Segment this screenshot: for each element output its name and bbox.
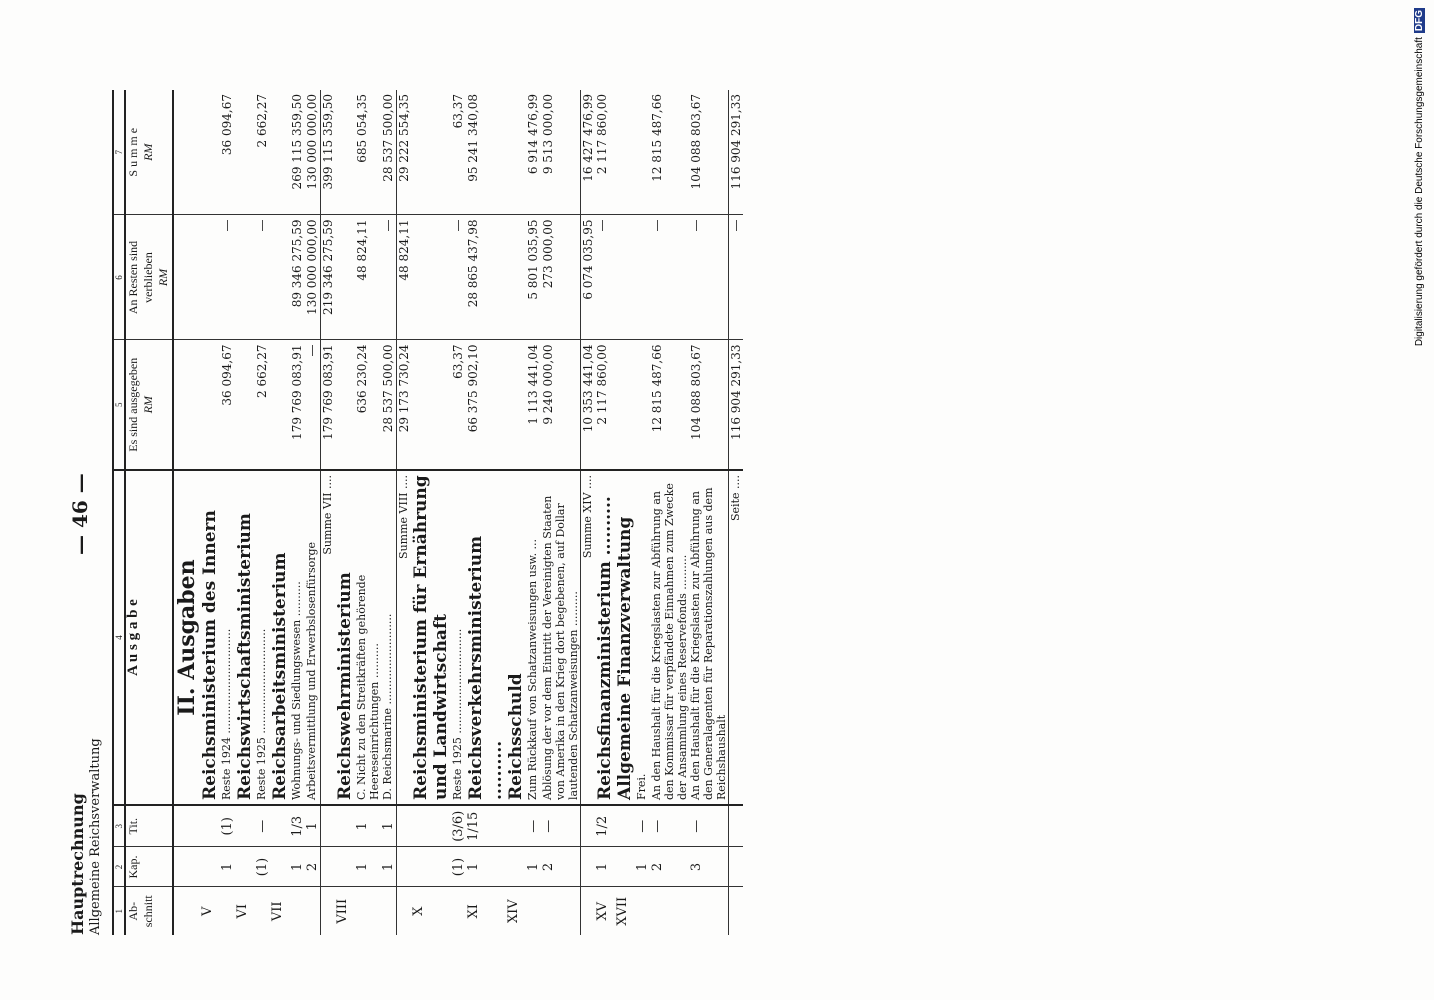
summe-cell <box>270 90 290 215</box>
ausgabe-text-cell: Reichsschuld <box>506 470 526 805</box>
ausgegeben-cell: — <box>305 340 321 470</box>
tit-cell: — <box>689 805 729 847</box>
table-row <box>635 90 650 935</box>
reste-cell: — <box>689 215 729 340</box>
summe-cell <box>335 90 355 215</box>
ausgabe-text-cell: Frei. <box>635 470 650 805</box>
category-row <box>595 90 615 935</box>
ausgegeben-cell: 28 537 500,00 <box>381 340 397 470</box>
abschnitt-cell <box>290 887 305 935</box>
category-row <box>200 90 220 935</box>
tit-cell: — <box>650 805 689 847</box>
category-row <box>506 90 526 935</box>
summe-cell <box>235 90 255 215</box>
reste-cell: — <box>381 215 397 340</box>
ausgabe-text-cell: Reichsarbeitsministerium <box>270 470 290 805</box>
kap-cell <box>615 847 635 887</box>
kap-cell: 1 <box>466 847 506 887</box>
sum-row <box>321 90 336 935</box>
ausgabe-text-cell: Ablösung der vor dem Eintritt der Vereinigten Staaten von Amerika in den Krieg dort begebenen, auf Dollar lautenden Schatzanweisungen .......... <box>541 470 581 805</box>
reste-cell: — <box>255 215 270 340</box>
summe-cell <box>411 90 451 215</box>
kap-cell: 2 <box>541 847 581 887</box>
abschnitt-cell: XV <box>595 901 610 921</box>
ausgabe-text-cell: D. Reichsmarine .......................... <box>381 470 397 805</box>
kap-cell: (1) <box>451 847 466 887</box>
summe-cell: 6 914 476,99 <box>526 90 541 215</box>
column-header-row <box>125 90 173 935</box>
kap-cell: 2 <box>305 847 321 887</box>
category-row <box>615 90 635 935</box>
abschnitt-cell <box>255 887 270 935</box>
kap-cell: 1 <box>635 847 650 887</box>
summe-cell: 104 088 803,67 <box>689 90 729 215</box>
ausgabe-text-cell: Reichswehrministerium <box>335 470 355 805</box>
summe-cell: 9 513 000,00 <box>541 90 581 215</box>
summe-cell: 2 117 860,00 <box>595 90 615 215</box>
unit-label: RM <box>141 143 155 161</box>
summe-cell: 269 115 359,50 <box>290 90 305 215</box>
tit-cell <box>321 805 336 847</box>
tit-cell: 1/2 <box>595 805 615 847</box>
ausgabe-text-cell: Reichsfinanzministerium .......... <box>595 470 615 805</box>
document-title: Hauptrechnung <box>68 793 87 935</box>
abschnitt-cell <box>581 887 596 935</box>
reste-cell <box>235 215 255 340</box>
header-kap: Kap. <box>125 847 173 887</box>
abschnitt-cell <box>729 887 744 935</box>
kap-cell <box>200 847 220 887</box>
category-row <box>411 90 451 935</box>
abschnitt-cell: X <box>411 906 426 916</box>
header-tit: Tit. <box>125 805 173 847</box>
ausgabe-text-cell: An den Haushalt für die Kriegslasten zur Abführung an den Generalagenten für Reparationszahlungen aus dem Reichshaushalt <box>689 470 729 805</box>
reste-cell <box>411 215 451 340</box>
reste-cell <box>635 215 650 340</box>
kap-cell: 2 <box>650 847 689 887</box>
kap-cell <box>729 847 744 887</box>
abschnitt-cell <box>305 887 321 935</box>
reste-cell: — <box>451 215 466 340</box>
sum-row <box>729 90 744 935</box>
ausgabe-text-cell: Allgemeine Finanzverwaltung <box>615 470 635 805</box>
header-abschnitt: Ab- schnitt <box>125 887 173 935</box>
category-row <box>466 90 506 935</box>
kap-cell: 1 <box>355 847 381 887</box>
header-summe-label: S u m m e <box>126 127 140 177</box>
colnum-4: 4 <box>113 470 125 805</box>
table-row <box>526 90 541 935</box>
tit-cell <box>411 805 451 847</box>
ledger-table <box>112 90 743 935</box>
reste-cell: 130 000 000,00 <box>305 215 321 340</box>
ausgabe-text-cell: Summe XIV .... <box>581 470 596 805</box>
kap-cell <box>411 847 451 887</box>
ausgegeben-cell: 179 769 083,91 <box>290 340 305 470</box>
reste-cell: 28 865 437,98 <box>466 215 506 340</box>
ausgegeben-cell: 10 353 441,04 <box>581 340 596 470</box>
kap-cell: 1 <box>526 847 541 887</box>
category-row <box>270 90 290 935</box>
summe-cell: 130 000 000,00 <box>305 90 321 215</box>
table-row <box>650 90 689 935</box>
ausgabe-text-cell: Wohnungs- und Siedlungswesen .......... <box>290 470 305 805</box>
abschnitt-cell: V <box>200 906 215 916</box>
ausgabe-text-cell: Reste 1925 .............................. <box>255 470 270 805</box>
section-heading: II. Ausgaben <box>173 470 200 805</box>
colnum-1: 1 <box>113 887 125 935</box>
header-summe <box>125 90 173 215</box>
table-row <box>689 90 729 935</box>
ausgegeben-cell: 2 117 860,00 <box>595 340 615 470</box>
summe-cell: 95 241 340,08 <box>466 90 506 215</box>
header-an-resten-label: An Resten sind verblieben <box>126 240 155 315</box>
ausgegeben-cell: 36 094,67 <box>220 340 235 470</box>
kap-cell <box>335 847 355 887</box>
ausgabe-text-cell: Summe VIII .... <box>397 470 412 805</box>
ausgegeben-cell <box>200 340 220 470</box>
tit-cell: — <box>255 805 270 847</box>
abschnitt-cell <box>321 887 336 935</box>
header-es-sind-label: Es sind ausgegeben <box>126 357 140 452</box>
colnum-2: 2 <box>113 847 125 887</box>
ausgegeben-cell <box>615 340 635 470</box>
kap-cell: 1 <box>220 847 235 887</box>
table-row <box>305 90 321 935</box>
abschnitt-cell: XI <box>466 904 481 919</box>
abschnitt-cell: XVII <box>615 896 630 926</box>
ausgegeben-cell: 9 240 000,00 <box>541 340 581 470</box>
tit-cell: 1/3 <box>290 805 305 847</box>
summe-cell: 2 662,27 <box>255 90 270 215</box>
ausgegeben-cell <box>411 340 451 470</box>
summe-cell: 63,37 <box>451 90 466 215</box>
ausgabe-text-cell: Arbeitsvermittlung und Erwerbslosenfürsorge <box>305 470 321 805</box>
ausgabe-text-cell: Reichsministerium für Ernährung und Landwirtschaft <box>411 470 451 805</box>
category-row <box>335 90 355 935</box>
tit-cell <box>581 805 596 847</box>
abschnitt-cell <box>220 887 235 935</box>
tit-cell <box>270 805 290 847</box>
abschnitt-cell <box>451 887 466 935</box>
reste-cell: — <box>650 215 689 340</box>
tit-cell: (1) <box>220 805 235 847</box>
ausgabe-text-cell: C. Nicht zu den Streitkräften gehörende Heereseinrichtungen .......... <box>355 470 381 805</box>
table-row <box>451 90 466 935</box>
ausgabe-text-cell: Zum Rückkauf von Schatzanweisungen usw. ... <box>526 470 541 805</box>
ausgegeben-cell: 2 662,27 <box>255 340 270 470</box>
tit-cell: — <box>635 805 650 847</box>
tit-cell: 1 <box>305 805 321 847</box>
reste-cell: 219 346 275,59 <box>321 215 336 340</box>
summe-cell: 399 115 359,50 <box>321 90 336 215</box>
abschnitt-cell <box>355 887 381 935</box>
tit-cell: (3/6) <box>451 805 466 847</box>
dfg-logo: DFG <box>1414 10 1425 32</box>
abschnitt-cell: VI <box>235 903 250 919</box>
table-row <box>381 90 397 935</box>
colnum-6: 6 <box>113 215 125 340</box>
summe-cell <box>506 90 526 215</box>
reste-cell: 89 346 275,59 <box>290 215 305 340</box>
category-row <box>235 90 255 935</box>
header-ausgabe: A u s g a b e <box>125 470 173 805</box>
abschnitt-cell: VII <box>270 901 285 922</box>
tit-cell <box>615 805 635 847</box>
document-subtitle: Allgemeine Reichsverwaltung <box>88 738 103 935</box>
abschnitt-cell <box>397 887 412 935</box>
reste-cell <box>335 215 355 340</box>
reste-cell: — <box>220 215 235 340</box>
kap-cell <box>321 847 336 887</box>
kap-cell <box>270 847 290 887</box>
tit-cell: 1 <box>355 805 381 847</box>
kap-cell <box>581 847 596 887</box>
tit-cell: 1 <box>381 805 397 847</box>
ausgegeben-cell: 66 375 902,10 <box>466 340 506 470</box>
abschnitt-cell <box>650 887 689 935</box>
tit-cell <box>729 805 744 847</box>
ausgabe-text-cell: Seite .... <box>729 470 744 805</box>
reste-cell: — <box>729 215 744 340</box>
ausgegeben-cell <box>270 340 290 470</box>
tit-cell <box>200 805 220 847</box>
footer-text: Digitalisierung gefördert durch die Deutsche Forschungsgemeinschaft <box>1414 37 1425 347</box>
abschnitt-cell: XIV <box>506 899 521 924</box>
ausgegeben-cell <box>506 340 526 470</box>
sum-row <box>581 90 596 935</box>
kap-cell: 1 <box>381 847 397 887</box>
ausgegeben-cell <box>635 340 650 470</box>
column-number-row <box>113 90 125 935</box>
summe-cell: 16 427 476,99 <box>581 90 596 215</box>
ledger-body <box>173 90 743 935</box>
abschnitt-cell <box>689 887 729 935</box>
reste-cell: 48 824,11 <box>355 215 381 340</box>
kap-cell: 1 <box>595 847 615 887</box>
abschnitt-cell <box>526 887 541 935</box>
reste-cell: 48 824,11 <box>397 215 412 340</box>
kap-cell: 3 <box>689 847 729 887</box>
kap-cell <box>397 847 412 887</box>
reste-cell: — <box>595 215 615 340</box>
kap-cell <box>506 847 526 887</box>
ausgegeben-cell: 179 769 083,91 <box>321 340 336 470</box>
ausgabe-text-cell: Reichsministerium des Innern <box>200 470 220 805</box>
table-row <box>220 90 235 935</box>
kap-cell <box>235 847 255 887</box>
footer-credit <box>1414 8 1430 993</box>
table-row <box>541 90 581 935</box>
ausgabe-text-cell: Reichsverkehrsministerium .......... <box>466 470 506 805</box>
ledger-page <box>60 75 1330 935</box>
table-row <box>290 90 305 935</box>
tit-cell <box>335 805 355 847</box>
tit-cell <box>506 805 526 847</box>
reste-cell <box>270 215 290 340</box>
sum-row <box>397 90 412 935</box>
unit-label: RM <box>156 268 170 287</box>
ausgabe-text-cell: Reichswirtschaftsministerium <box>235 470 255 805</box>
abschnitt-cell <box>381 887 397 935</box>
heading-row <box>173 90 200 935</box>
tit-cell: 1/15 <box>466 805 506 847</box>
ausgegeben-cell: 636 230,24 <box>355 340 381 470</box>
summe-cell: 12 815 487,66 <box>650 90 689 215</box>
summe-cell <box>635 90 650 215</box>
ausgegeben-cell: 12 815 487,66 <box>650 340 689 470</box>
colnum-3: 3 <box>113 805 125 847</box>
page-number: — 46 — <box>68 473 92 555</box>
ausgegeben-cell: 116 904 291,33 <box>729 340 744 470</box>
kap-cell: (1) <box>255 847 270 887</box>
ausgegeben-cell: 63,37 <box>451 340 466 470</box>
abschnitt-cell <box>541 887 581 935</box>
kap-cell: 1 <box>290 847 305 887</box>
summe-cell: 29 222 554,35 <box>397 90 412 215</box>
colnum-5: 5 <box>113 340 125 470</box>
summe-cell: 28 537 500,00 <box>381 90 397 215</box>
table-row <box>355 90 381 935</box>
ausgegeben-cell: 104 088 803,67 <box>689 340 729 470</box>
reste-cell: 5 801 035,95 <box>526 215 541 340</box>
dfg-footer <box>1414 8 1430 993</box>
ausgabe-text-cell: Summe VII .... <box>321 470 336 805</box>
tit-cell <box>235 805 255 847</box>
summe-cell <box>615 90 635 215</box>
ausgegeben-cell <box>335 340 355 470</box>
abschnitt-cell <box>635 887 650 935</box>
summe-cell: 116 904 291,33 <box>729 90 744 215</box>
reste-cell <box>200 215 220 340</box>
header-es-sind <box>125 340 173 470</box>
tit-cell: — <box>526 805 541 847</box>
ausgegeben-cell: 1 113 441,04 <box>526 340 541 470</box>
ausgabe-text-cell: Reste 1924 .............................. <box>220 470 235 805</box>
ausgabe-text-cell: Reste 1925 .............................. <box>451 470 466 805</box>
ausgegeben-cell <box>235 340 255 470</box>
ausgabe-text-cell: An den Haushalt für die Kriegslasten zur Abführung an den Kommissar für verpfändete Einnahmen zum Zwecke der Ansammlung eines Reservefonds .......... <box>650 470 689 805</box>
tit-cell: — <box>541 805 581 847</box>
table-row <box>255 90 270 935</box>
header-an-resten <box>125 215 173 340</box>
summe-cell <box>200 90 220 215</box>
summe-cell: 36 094,67 <box>220 90 235 215</box>
unit-label: RM <box>141 396 155 414</box>
colnum-7: 7 <box>113 90 125 215</box>
abschnitt-cell: VIII <box>335 898 350 924</box>
reste-cell: 273 000,00 <box>541 215 581 340</box>
reste-cell <box>506 215 526 340</box>
ausgegeben-cell: 29 173 730,24 <box>397 340 412 470</box>
tit-cell <box>397 805 412 847</box>
summe-cell: 685 054,35 <box>355 90 381 215</box>
reste-cell <box>615 215 635 340</box>
reste-cell: 6 074 035,95 <box>581 215 596 340</box>
